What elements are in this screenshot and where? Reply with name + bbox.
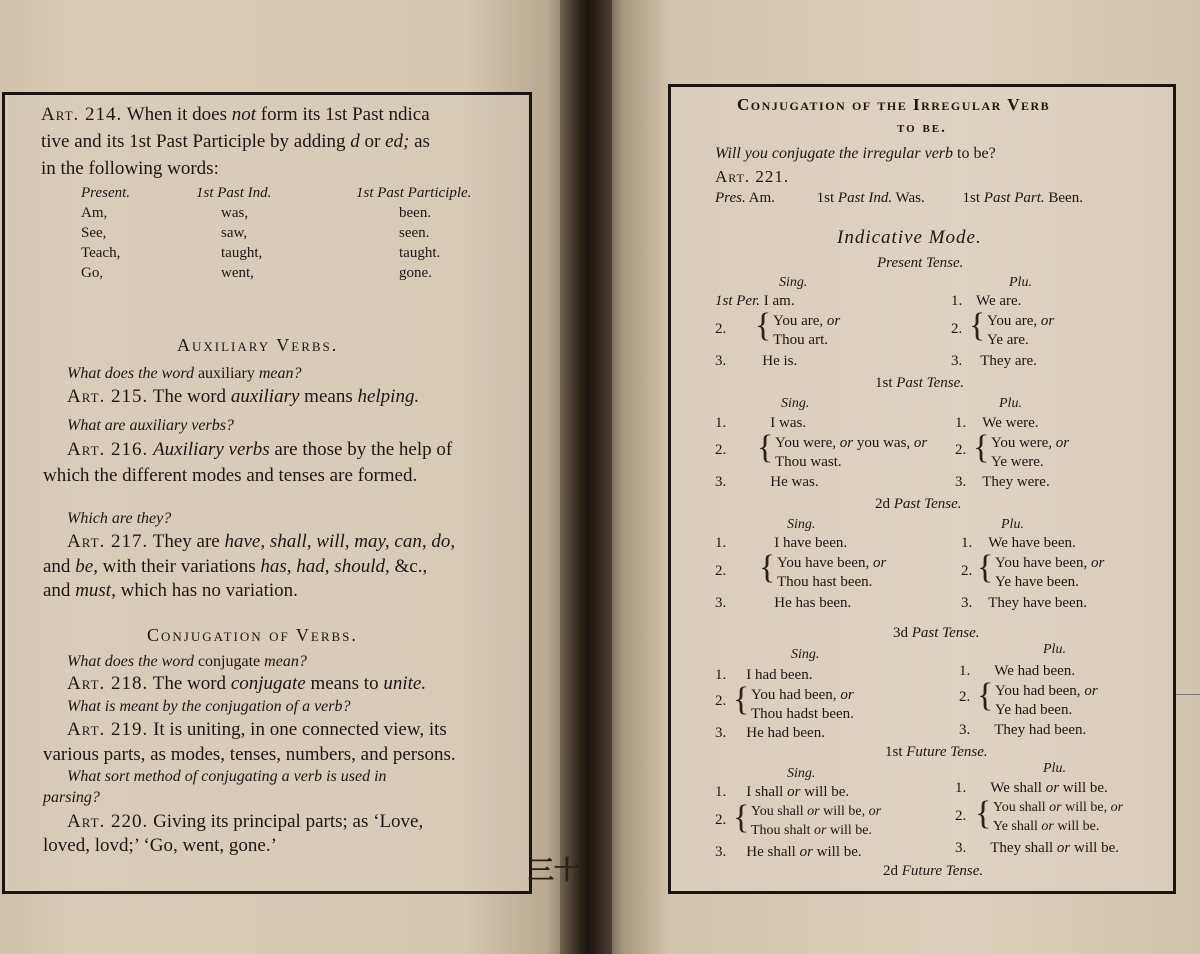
present-row-2-b: Thou art. — [773, 332, 828, 348]
conjugation-heading: Conjugation of the Irregular Verb — [737, 95, 1051, 114]
table-cell: taught. — [399, 245, 441, 261]
table-cell: taught, — [221, 245, 263, 261]
past3-row-2-plural-b: Ye had been. — [995, 702, 1073, 718]
table-cell: been. — [399, 205, 432, 221]
past3-row-2-number: 2. — [715, 693, 727, 709]
present-row-2-a: You are, or — [773, 313, 841, 329]
past2-row-2-plural-b: Ye have been. — [995, 574, 1079, 590]
present-row-3-plural: 3. They are. — [951, 353, 1037, 369]
past1-row-1: 1. I was. — [715, 415, 807, 431]
art-220-line2: loved, lovd;’ ‘Go, went, gone.’ — [43, 835, 277, 856]
table-cell: went, — [221, 265, 254, 281]
past2-tense-heading: 2d Past Tense. — [875, 496, 962, 512]
brace-icon: { — [755, 307, 772, 344]
table-cell: Teach, — [81, 245, 121, 261]
conjugation-subheading: to be. — [897, 120, 947, 136]
question-219: What is meant by the conjugation of a verb? — [67, 698, 351, 715]
table-cell: seen. — [399, 225, 430, 241]
brace-icon: { — [977, 677, 994, 714]
table-cell: saw, — [221, 225, 248, 241]
plu-label: Plu. — [1009, 275, 1032, 290]
future1-row-1: 1. I shall or will be. — [715, 784, 850, 800]
future2-tense-heading: 2d Future Tense. — [883, 863, 984, 879]
past2-row-2-plural-number: 2. — [961, 563, 973, 579]
past1-tense-heading: 1st Past Tense. — [875, 375, 965, 391]
question-218: What does the word conjugate mean? — [67, 653, 307, 670]
table-cell: Am, — [81, 205, 108, 221]
past1-row-3-plural: 3. They were. — [955, 474, 1050, 490]
question-220-line1: What sort method of conjugating a verb is used in — [67, 768, 387, 785]
present-row-2-plural-number: 2. — [951, 321, 963, 337]
past3-row-2-plural-a: You had been, or — [995, 683, 1098, 699]
art-214-line3: in the following words: — [41, 158, 219, 179]
past3-row-2-b: Thou hadst been. — [751, 706, 854, 722]
table-cell: was, — [221, 205, 249, 221]
art-217-line3: and must, which has no variation. — [43, 580, 298, 601]
art-215: Art. 215. The word auxiliary means helping. — [67, 386, 420, 407]
present-tense-heading: Present Tense. — [877, 255, 964, 271]
past3-row-1-plural: 1. We had been. — [959, 663, 1076, 679]
page-number: 三十 — [528, 856, 581, 885]
future1-row-1-plural: 1. We shall or will be. — [955, 780, 1108, 796]
art-219-line2: various parts, as modes, tenses, numbers, and persons. — [43, 744, 456, 765]
present-row-3: 3. He is. — [715, 353, 798, 369]
present-row-2-plural-a: You are, or — [987, 313, 1055, 329]
future1-row-3-plural: 3. They shall or will be. — [955, 840, 1119, 856]
art-220-line1: Art. 220. Giving its principal parts; as ‘Love, — [67, 811, 424, 832]
brace-icon: { — [757, 429, 774, 466]
page-edge-line — [1176, 694, 1200, 695]
principal-parts-line: Pres. Am. 1st Past Ind. Was. 1st Past Part. Been. — [715, 190, 1083, 206]
question-221: Will you conjugate the irregular verb to be? — [715, 145, 996, 162]
art-216-line2: which the different modes and tenses are formed. — [43, 465, 418, 486]
future1-row-3: 3. He shall or will be. — [715, 844, 862, 860]
table-cell: gone. — [399, 265, 432, 281]
art-219-line1: Art. 219. It is uniting, in one connected view, its — [67, 719, 447, 740]
question-217: Which are they? — [67, 510, 172, 527]
table-header: Present. — [81, 185, 131, 201]
past3-row-3-plural: 3. They had been. — [959, 722, 1087, 738]
past1-row-2-plural-number: 2. — [955, 442, 967, 458]
future1-row-2-b: Thou shalt or will be. — [751, 823, 872, 838]
sing-label: Sing. — [787, 766, 816, 781]
brace-icon: { — [975, 795, 992, 832]
brace-icon: { — [759, 549, 776, 586]
past2-row-2-number: 2. — [715, 563, 727, 579]
past3-tense-heading: 3d Past Tense. — [893, 625, 980, 641]
indicative-mode-heading: Indicative Mode. — [837, 227, 982, 248]
question-215: What does the word auxiliary mean? — [67, 365, 302, 382]
past2-row-2-b: Thou hast been. — [777, 574, 873, 590]
art-217-line2: and be, with their variations has, had, should, &c., — [43, 556, 428, 577]
plu-label: Plu. — [1043, 642, 1066, 657]
past2-row-1: 1. I have been. — [715, 535, 848, 551]
brace-icon: { — [977, 549, 994, 586]
past1-row-3: 3. He was. — [715, 474, 819, 490]
art-218: Art. 218. The word conjugate means to unite. — [67, 673, 427, 694]
art-221-label: Art. 221. — [715, 167, 790, 186]
table-cell: Go, — [81, 265, 104, 281]
question-220-line2: parsing? — [43, 789, 100, 806]
past2-row-2-plural-a: You have been, or — [995, 555, 1105, 571]
right-text-frame — [668, 84, 1176, 894]
future1-row-2-plural-number: 2. — [955, 808, 967, 824]
book-gutter — [560, 0, 612, 954]
sing-label: Sing. — [779, 275, 808, 290]
present-row-1-plural: 1. We are. — [951, 293, 1022, 309]
left-text-frame — [2, 92, 532, 894]
past3-row-2-plural-number: 2. — [959, 689, 971, 705]
past1-row-2-number: 2. — [715, 442, 727, 458]
brace-icon: { — [969, 307, 986, 344]
present-row-2-plural-b: Ye are. — [987, 332, 1029, 348]
plu-label: Plu. — [1043, 761, 1066, 776]
past1-row-2-b: Thou wast. — [775, 454, 842, 470]
present-row-2-number: 2. — [715, 321, 727, 337]
art-217-line1: Art. 217. They are have, shall, will, may, can, do, — [67, 531, 456, 552]
past2-row-1-plural: 1. We have been. — [961, 535, 1076, 551]
art-216-line1: Art. 216. Auxiliary verbs are those by the help of — [67, 439, 453, 460]
future1-row-2-plural-a: You shall or will be, or — [993, 800, 1124, 815]
past1-row-2-plural-b: Ye were. — [991, 454, 1044, 470]
past3-row-3: 3. He had been. — [715, 725, 825, 741]
future1-row-2-number: 2. — [715, 812, 727, 828]
sing-label: Sing. — [787, 517, 816, 532]
plu-label: Plu. — [1001, 517, 1024, 532]
art-214-line2: tive and its 1st Past Participle by adding d or ed; as — [41, 131, 430, 152]
sing-label: Sing. — [781, 396, 810, 411]
question-216: What are auxiliary verbs? — [67, 417, 234, 434]
past3-row-2-a: You had been, or — [751, 687, 854, 703]
past1-row-2-a: You were, or you was, or — [775, 435, 928, 451]
brace-icon: { — [973, 429, 990, 466]
future1-tense-heading: 1st Future Tense. — [885, 744, 988, 760]
past1-row-2-plural-a: You were, or — [991, 435, 1070, 451]
auxiliary-verbs-heading: Auxiliary Verbs. — [177, 335, 339, 355]
past2-row-3-plural: 3. They have been. — [961, 595, 1087, 611]
conjugation-of-verbs-heading: Conjugation of Verbs. — [147, 625, 358, 645]
table-header: 1st Past Participle. — [356, 185, 472, 201]
table-header: 1st Past Ind. — [196, 185, 272, 201]
brace-icon: { — [733, 681, 750, 718]
table-cell: See, — [81, 225, 107, 241]
past3-row-1: 1. I had been. — [715, 667, 813, 683]
past1-row-1-plural: 1. We were. — [955, 415, 1039, 431]
present-row-1: 1st Per. I am. — [715, 293, 795, 309]
plu-label: Plu. — [999, 396, 1022, 411]
sing-label: Sing. — [791, 647, 820, 662]
past2-row-2-a: You have been, or — [777, 555, 887, 571]
brace-icon: { — [733, 799, 750, 836]
future1-row-2-a: You shall or will be, or — [751, 804, 882, 819]
future1-row-2-plural-b: Ye shall or will be. — [993, 819, 1100, 834]
art-214-line1: Art. 214. When it does not form its 1st Past ndica — [41, 104, 430, 125]
past2-row-3: 3. He has been. — [715, 595, 852, 611]
